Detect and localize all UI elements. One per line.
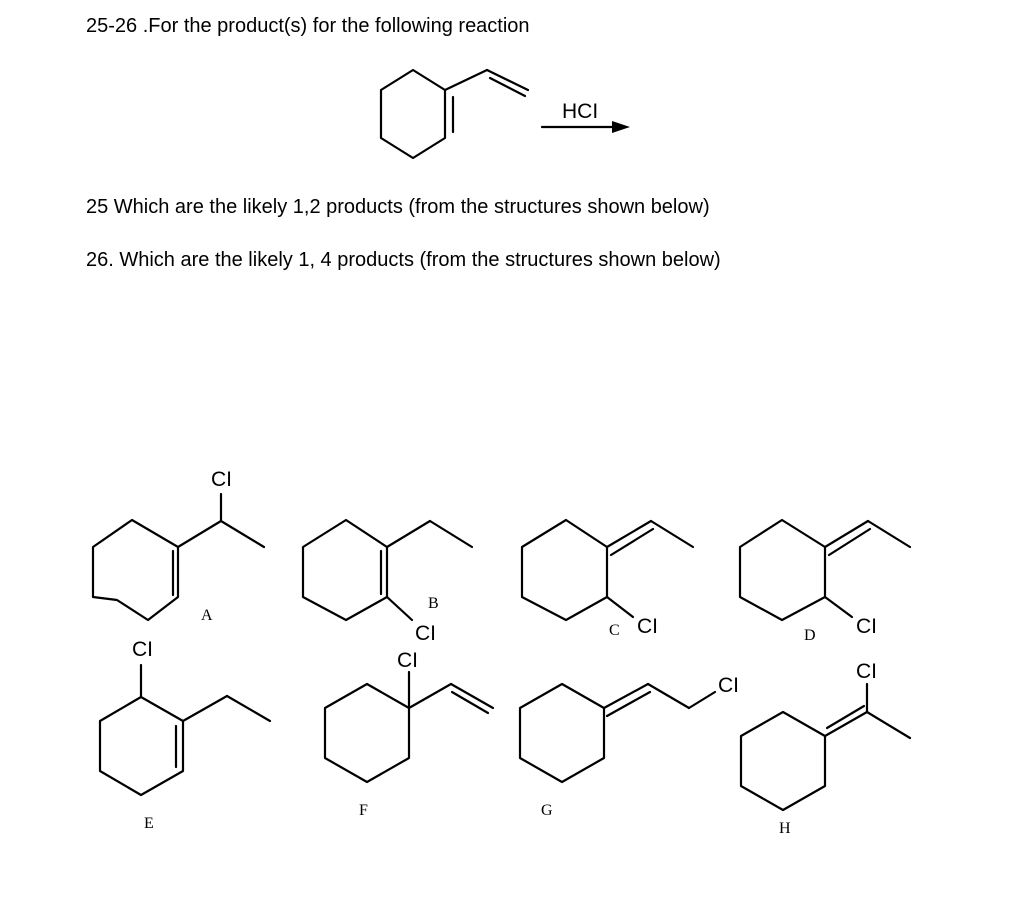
cyclohexene-ring	[381, 70, 445, 158]
chlorine-a: CI	[211, 468, 232, 491]
bond-c-2	[651, 521, 693, 547]
bond-b-cl	[387, 597, 412, 620]
label-d: D	[804, 627, 816, 644]
label-f: F	[359, 802, 368, 819]
bond-c-cl	[607, 597, 633, 617]
ring-a	[93, 520, 178, 620]
question-title: 25-26 .For the product(s) for the following reaction	[86, 15, 530, 37]
arrowhead-icon	[612, 121, 630, 133]
bond-a-1	[178, 521, 221, 547]
ring-b	[303, 520, 387, 620]
reaction-arrow	[542, 100, 630, 133]
label-a: A	[201, 607, 213, 624]
chlorine-d: CI	[856, 615, 877, 638]
bond-h-2	[867, 712, 910, 738]
bond-g-2	[648, 684, 689, 708]
chlorine-g: CI	[718, 674, 739, 697]
bond-d-cl	[825, 597, 852, 617]
ring-c	[522, 520, 607, 620]
structure-b	[303, 520, 472, 645]
reagent-label: HCI	[562, 100, 599, 123]
starting-material	[381, 70, 528, 158]
structure-d	[740, 520, 910, 644]
bond-a-2	[221, 521, 264, 547]
label-b: B	[428, 595, 439, 612]
chlorine-c: CI	[637, 615, 658, 638]
vinyl-single-bond	[445, 70, 487, 90]
structure-a	[93, 468, 264, 624]
label-h: H	[779, 820, 791, 837]
bond-b-1	[387, 521, 430, 547]
ring-e	[100, 697, 183, 795]
structure-h	[741, 660, 910, 837]
chlorine-b: CI	[415, 622, 436, 645]
label-g: G	[541, 802, 553, 819]
label-c: C	[609, 622, 620, 639]
bond-f-1	[409, 684, 451, 708]
ring-d	[740, 520, 825, 620]
label-e: E	[144, 815, 154, 832]
bond-d-2	[868, 521, 910, 547]
structure-f	[325, 649, 493, 819]
ring-f	[325, 684, 409, 782]
question-26: 26. Which are the likely 1, 4 products (from the structures shown below)	[86, 249, 721, 271]
ring-h	[741, 712, 825, 810]
bond-e-1	[183, 696, 227, 721]
bond-g-cl	[689, 692, 715, 708]
chlorine-e: CI	[132, 638, 153, 661]
structure-c	[522, 520, 693, 639]
structure-e	[100, 638, 270, 832]
chlorine-f: CI	[397, 649, 418, 672]
bond-e-2	[227, 696, 270, 721]
chlorine-h: CI	[856, 660, 877, 683]
question-25: 25 Which are the likely 1,2 products (from the structures shown below)	[86, 196, 710, 218]
ring-g	[520, 684, 604, 782]
structure-g	[520, 674, 739, 819]
bond-b-2	[430, 521, 472, 547]
